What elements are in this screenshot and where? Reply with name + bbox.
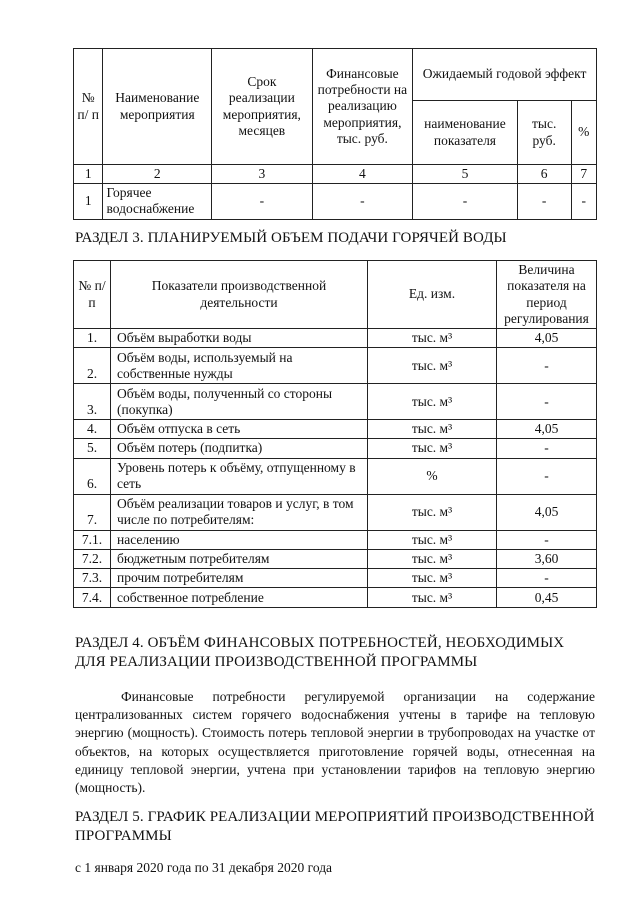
- row-value: 4,05: [497, 494, 597, 530]
- table-row: [74, 494, 597, 530]
- row-indicator: Уровень потерь к объёму, отпущенному в сеть: [111, 458, 368, 494]
- row-unit: %: [368, 458, 497, 494]
- table-row: [74, 184, 597, 219]
- row-unit: тыс. м³: [368, 549, 497, 568]
- row-value: -: [497, 458, 597, 494]
- hot-water-volume-table: [73, 260, 597, 608]
- row-indicator: населению: [111, 530, 368, 549]
- row-value: -: [497, 530, 597, 549]
- row-unit: тыс. м³: [368, 568, 497, 587]
- section3-title: РАЗДЕЛ 3. ПЛАНИРУЕМЫЙ ОБЪЕМ ПОДАЧИ ГОРЯЧЕЙ ВОДЫ: [75, 230, 507, 246]
- schedule-period: с 1 января 2020 года по 31 декабря 2020 года: [75, 860, 333, 875]
- row-indicator: Объём отпуска в сеть: [111, 420, 368, 439]
- row-indicator: Объём реализации товаров и услуг, в том числе по потребителям:: [111, 494, 368, 530]
- col-number: 5: [413, 165, 518, 184]
- col-num-header: № п/ п: [74, 49, 103, 165]
- col-number: 7: [571, 165, 596, 184]
- table-row: [74, 588, 597, 608]
- row-num: 7.: [74, 494, 111, 530]
- row-indicator: Объём воды, полученный со стороны (покупка): [111, 384, 368, 420]
- row-indicator: прочим потребителям: [111, 568, 368, 587]
- row-num: 2.: [74, 348, 111, 384]
- row-value: 4,05: [497, 420, 597, 439]
- row-num: 1: [74, 184, 103, 219]
- table-row: [74, 458, 597, 494]
- col-name-header: Наименование мероприятия: [103, 49, 212, 165]
- row-effect-pct: -: [571, 184, 596, 219]
- row-unit: тыс. м³: [368, 348, 497, 384]
- row-unit: тыс. м³: [368, 530, 497, 549]
- row-unit: тыс. м³: [368, 494, 497, 530]
- col-number: 2: [103, 165, 212, 184]
- col-number: 6: [517, 165, 571, 184]
- row-unit: тыс. м³: [368, 420, 497, 439]
- col-number: 3: [212, 165, 313, 184]
- col-unit-header: Ед. изм.: [368, 261, 497, 329]
- row-value: -: [497, 384, 597, 420]
- section4-text: Финансовые потребности регулируемой организации на содержание централизованных систем горячего водоснабжения учтены в тарифе на тепловую энергию (мощность). Стоимость потерь тепловой энергии в трубопроводах на участке от объектов, на которых осуществляется приготовление горячей воды, отнесенная на единицу тепловой энергии, учтена при установлении тарифов на тепловую энергию (мощность).: [75, 689, 595, 796]
- row-num: 7.3.: [74, 568, 111, 587]
- row-num: 7.4.: [74, 588, 111, 608]
- col-effect-pct-header: %: [571, 101, 596, 165]
- col-effect-header: Ожидаемый годовой эффект: [413, 49, 597, 101]
- col-indicator-header: Показатели производственной деятельности: [111, 261, 368, 329]
- row-unit: тыс. м³: [368, 439, 497, 458]
- section4-title: РАЗДЕЛ 4. ОБЪЁМ ФИНАНСОВЫХ ПОТРЕБНОСТЕЙ, НЕОБХОДИМЫХ ДЛЯ РЕАЛИЗАЦИИ ПРОИЗВОДСТВЕННОЙ ПРОГРАММЫ: [75, 635, 565, 670]
- table-row: [74, 439, 597, 458]
- row-unit: тыс. м³: [368, 329, 497, 348]
- measures-table: [73, 48, 597, 220]
- col-num-header: № п/п: [74, 261, 111, 329]
- row-value: 0,45: [497, 588, 597, 608]
- table-row: [74, 568, 597, 587]
- table-row: [74, 549, 597, 568]
- col-effect-name-header: наименование показателя: [413, 101, 518, 165]
- table-row: [74, 530, 597, 549]
- column-numbers-row: [74, 165, 597, 184]
- col-number: 4: [312, 165, 413, 184]
- table-row: [74, 420, 597, 439]
- col-finance-header: Финансовые потребности на реализацию мероприятия, тыс. руб.: [312, 49, 413, 165]
- row-value: 3,60: [497, 549, 597, 568]
- row-num: 3.: [74, 384, 111, 420]
- row-indicator: Объём воды, используемый на собственные нужды: [111, 348, 368, 384]
- row-indicator: собственное потребление: [111, 588, 368, 608]
- col-number: 1: [74, 165, 103, 184]
- row-value: -: [497, 348, 597, 384]
- row-num: 7.2.: [74, 549, 111, 568]
- row-num: 1.: [74, 329, 111, 348]
- section5-title: РАЗДЕЛ 5. ГРАФИК РЕАЛИЗАЦИИ МЕРОПРИЯТИЙ ПРОИЗВОДСТВЕННОЙ ПРОГРАММЫ: [75, 809, 595, 844]
- col-effect-rub-header: тыс. руб.: [517, 101, 571, 165]
- row-num: 5.: [74, 439, 111, 458]
- row-finance: -: [312, 184, 413, 219]
- row-indicator: Объём выработки воды: [111, 329, 368, 348]
- row-value: 4,05: [497, 329, 597, 348]
- col-value-header: Величина показателя на период регулирования: [497, 261, 597, 329]
- row-term: -: [212, 184, 313, 219]
- row-num: 7.1.: [74, 530, 111, 549]
- row-value: -: [497, 439, 597, 458]
- row-name: Горячее водоснабжение: [103, 184, 212, 219]
- row-effect-name: -: [413, 184, 518, 219]
- row-unit: тыс. м³: [368, 588, 497, 608]
- table-row: [74, 348, 597, 384]
- row-effect-rub: -: [517, 184, 571, 219]
- row-num: 6.: [74, 458, 111, 494]
- row-indicator: Объём потерь (подпитка): [111, 439, 368, 458]
- table-row: [74, 329, 597, 348]
- row-value: -: [497, 568, 597, 587]
- row-unit: тыс. м³: [368, 384, 497, 420]
- col-term-header: Срок реализации мероприятия, месяцев: [212, 49, 313, 165]
- row-indicator: бюджетным потребителям: [111, 549, 368, 568]
- table-row: [74, 384, 597, 420]
- row-num: 4.: [74, 420, 111, 439]
